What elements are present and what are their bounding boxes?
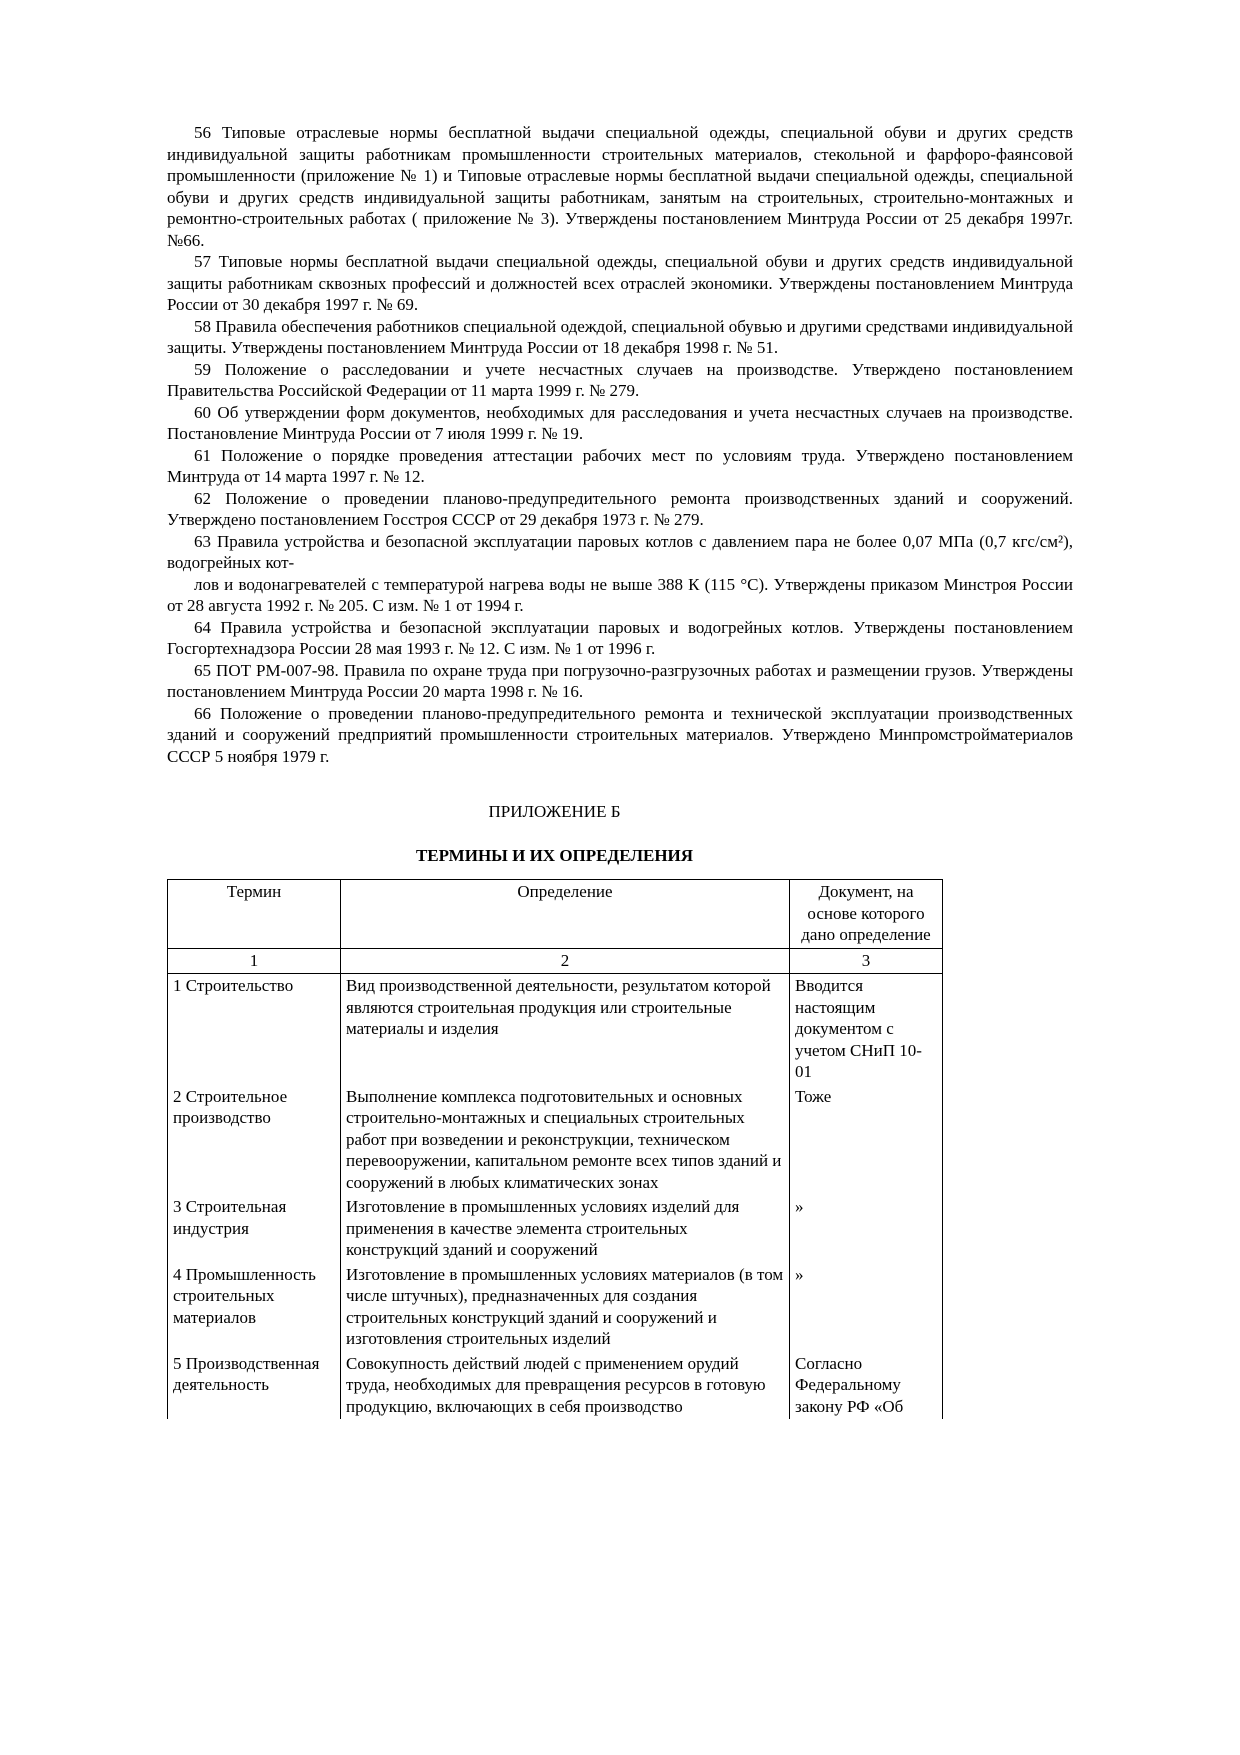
definition-cell: Совокупность действий людей с применением орудий труда, необходимых для превращения ресурсов в готовую продукцию, включающих в себя производство	[341, 1352, 790, 1420]
reference-paragraph: 66 Положение о проведении планово-предупредительного ремонта и технической эксплуатации производственных зданий и сооружений предприятий промышленности строительных материалов. Утверждено Минпромстройматериалов СССР 5 ноября 1979 г.	[167, 703, 1073, 766]
table-header-row	[168, 880, 943, 949]
references-section	[167, 122, 1073, 767]
reference-paragraph: 64 Правила устройства и безопасной эксплуатации паровых и водогрейных котлов. Утверждены постановлением Госгортехнадзора России 28 мая 1993 г. № 12. С изм. № 1 от 1996 г.	[167, 617, 1073, 658]
table-row	[168, 1085, 943, 1196]
appendix-title: ТЕРМИНЫ И ИХ ОПРЕДЕЛЕНИЯ	[415, 845, 694, 865]
source-cell: Тоже	[790, 1085, 943, 1196]
term-cell: 2 Строительное производство	[168, 1085, 341, 1196]
reference-paragraph: 56 Типовые отраслевые нормы бесплатной выдачи специальной одежды, специальной обуви и других средств индивидуальной защиты работникам промышленности строительных материалов, стекольной и фарфоро-фаянсовой промышленности (приложение № 1) и Типовые отраслевые нормы бесплатной выдачи специальной одежды, специальной обуви и других средств индивидуальной защиты работникам, занятым на строительных, строительно-монтажных и ремонтно-строительных работах ( приложение № 3). Утверждены постановлением Минтруда России от 25 декабря 1997г. №66.	[167, 123, 1073, 250]
col-number: 1	[168, 948, 341, 974]
reference-paragraph: 61 Положение о порядке проведения аттестации рабочих мест по условиям труда. Утверждено постановлением Минтруда от 14 марта 1997 г. № 12.	[167, 445, 1073, 486]
definition-cell: Изготовление в промышленных условиях материалов (в том числе штучных), предназначенных для создания строительных конструкций зданий и сооружений и изготовления строительных изделий	[341, 1263, 790, 1352]
col-header-source: Документ, на основе которого дано определение	[790, 880, 943, 949]
term-cell: 4 Промышленность строительных материалов	[168, 1263, 341, 1352]
reference-paragraph: 60 Об утверждении форм документов, необходимых для расследования и учета несчастных случаев на производстве. Постановление Минтруда России от 7 июля 1999 г. № 19.	[167, 402, 1073, 443]
source-cell: »	[790, 1195, 943, 1263]
reference-paragraph: 65 ПОТ РМ-007-98. Правила по охране труда при погрузочно-разгрузочных работах и размещении грузов. Утверждены постановлением Минтруда России 20 марта 1998 г. № 16.	[167, 660, 1073, 701]
table-row	[168, 1263, 943, 1352]
term-cell: 3 Строительная индустрия	[168, 1195, 341, 1263]
appendix-heading: ПРИЛОЖЕНИЕ Б	[488, 802, 621, 821]
reference-paragraph: 62 Положение о проведении планово-предупредительного ремонта производственных зданий и сооружений. Утверждено постановлением Госстроя СССР от 29 декабря 1973 г. № 279.	[167, 488, 1073, 529]
col-number: 2	[341, 948, 790, 974]
source-cell: Согласно Федеральному закону РФ «Об	[790, 1352, 943, 1420]
terms-table	[167, 879, 943, 1419]
reference-paragraph: 59 Положение о расследовании и учете несчастных случаев на производстве. Утверждено постановлением Правительства Российской Федерации от 11 марта 1999 г. № 279.	[167, 359, 1073, 400]
appendix-section	[167, 801, 942, 1419]
col-number: 3	[790, 948, 943, 974]
col-header-term: Термин	[168, 880, 341, 949]
reference-paragraph: 63 Правила устройства и безопасной эксплуатации паровых котлов с давлением пара не более 0,07 МПа (0,7 кгс/см²), водогрейных кот-	[167, 531, 1073, 572]
definition-cell: Изготовление в промышленных условиях изделий для применения в качестве элемента строительных конструкций зданий и сооружений	[341, 1195, 790, 1263]
reference-paragraph: 57 Типовые нормы бесплатной выдачи специальной одежды, специальной обуви и других средств индивидуальной защиты работникам сквозных профессий и должностей всех отраслей экономики. Утверждены постановлением Минтруда России от 30 декабря 1997 г. № 69.	[167, 252, 1073, 314]
table-row	[168, 1352, 943, 1420]
definition-cell: Выполнение комплекса подготовительных и основных строительно-монтажных и специальных строительных работ при возведении и реконструкции, техническом перевооружении, капитальном ремонте всех типов зданий и сооружений в любых климатических зонах	[341, 1085, 790, 1196]
reference-paragraph: лов и водонагревателей с температурой нагрева воды не выше 388 К (115 °С). Утверждены приказом Минстроя России от 28 августа 1992 г. № 205. С изм. № 1 от 1994 г.	[167, 574, 1073, 615]
term-cell: 5 Производственная деятельность	[168, 1352, 341, 1420]
definition-cell: Вид производственной деятельности, результатом которой являются строительная продукция или строительные материалы и изделия	[341, 974, 790, 1085]
term-cell: 1 Строительство	[168, 974, 341, 1085]
column-number-row	[168, 948, 943, 974]
table-row	[168, 974, 943, 1085]
source-cell: Вводится настоящим документом с учетом СНиП 10-01	[790, 974, 943, 1085]
reference-paragraph: 58 Правила обеспечения работников специальной одеждой, специальной обувью и другими средствами индивидуальной защиты. Утверждены постановлением Минтруда России от 18 декабря 1998 г. № 51.	[167, 316, 1073, 357]
table-row	[168, 1195, 943, 1263]
col-header-definition: Определение	[341, 880, 790, 949]
source-cell: »	[790, 1263, 943, 1352]
